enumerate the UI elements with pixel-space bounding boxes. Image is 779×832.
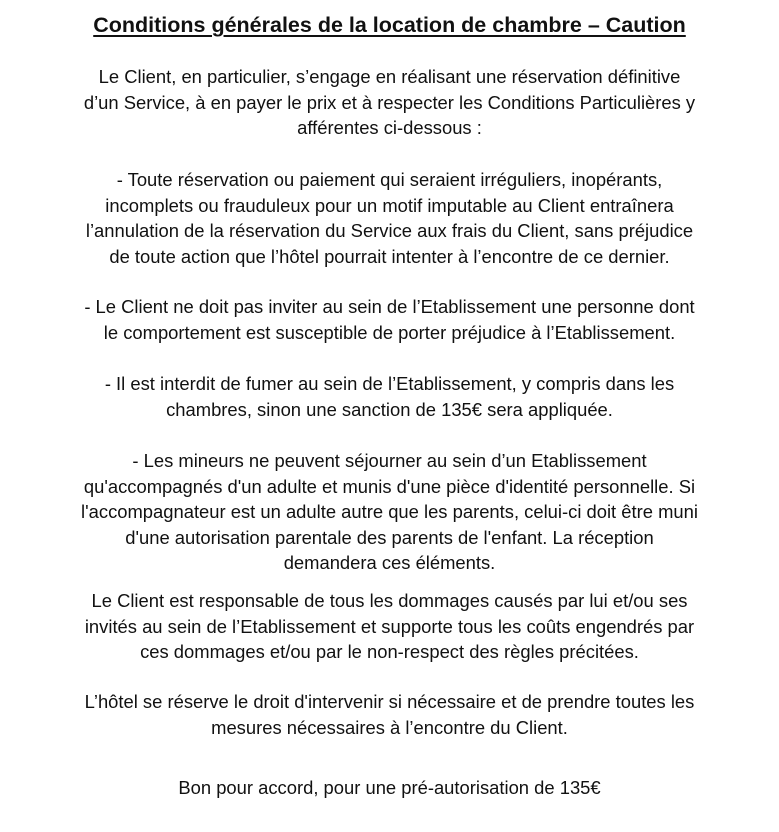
paragraph-guest-rule [0,294,779,345]
paragraph-line: l’annulation de la réservation du Service aux frais du Client, sans préjudice [85,220,694,242]
paragraph-line: d’un Service, à en payer le prix et à respecter les Conditions Particulières y [83,91,696,113]
paragraph-reservation-rule [0,167,779,269]
paragraph-line: mesures nécessaires à l’encontre du Client. [211,716,568,738]
paragraph-line: L’hôtel se réserve le droit d'intervenir si nécessaire et de prendre toutes les [84,691,695,712]
paragraph-line: qu'accompagnés d'un adulte et munis d'une pièce d'identité personnelle. Si [83,475,696,497]
paragraph-hotel-rights [0,689,779,740]
paragraph-line: - Les mineurs ne peuvent séjourner au sein d’un Etablissement [132,450,647,471]
paragraph-line: l'accompagnateur est un adulte autre que les parents, celui-ci doit être muni [81,501,698,523]
paragraph-intro [0,64,779,141]
document-title: Conditions générales de la location de chambre – Caution [93,13,686,37]
paragraph-line: Le Client, en particulier, s’engage en réalisant une réservation définitive [98,66,681,87]
paragraph-line: - Le Client ne doit pas inviter au sein de l’Etablissement une personne dont [84,296,695,317]
paragraph-line: demandera ces éléments. [283,552,496,574]
paragraph-line: ces dommages et/ou par le non-respect des règles précitées. [140,641,639,663]
paragraph-minors-rule [0,448,779,576]
paragraph-agreement [0,775,779,801]
paragraph-line: - Il est interdit de fumer au sein de l’Etablissement, y compris dans les [104,373,675,394]
paragraph-line: le comportement est susceptible de porter préjudice à l’Etablissement. [103,321,676,343]
paragraph-line: invités au sein de l’Etablissement et supporte tous les coûts engendrés par [84,615,695,637]
paragraph-line: Le Client est responsable de tous les dommages causés par lui et/ou ses [91,590,688,611]
paragraph-smoking-rule [0,371,779,422]
paragraph-line: incomplets ou frauduleux pour un motif imputable au Client entraînera [105,194,674,216]
paragraph-line: afférentes ci-dessous : [297,117,482,139]
paragraph-line: d'une autorisation parentale des parents de l'enfant. La réception [125,526,654,548]
paragraph-line: chambres, sinon une sanction de 135€ sera appliquée. [166,398,613,420]
paragraph-line: de toute action que l’hôtel pourrait intenter à l’encontre de ce dernier. [109,245,670,267]
paragraph-line: - Toute réservation ou paiement qui seraient irréguliers, inopérants, [116,169,663,190]
paragraph-damages [0,588,779,665]
paragraph-line: Bon pour accord, pour une pré-autorisation de 135€ [178,777,601,798]
